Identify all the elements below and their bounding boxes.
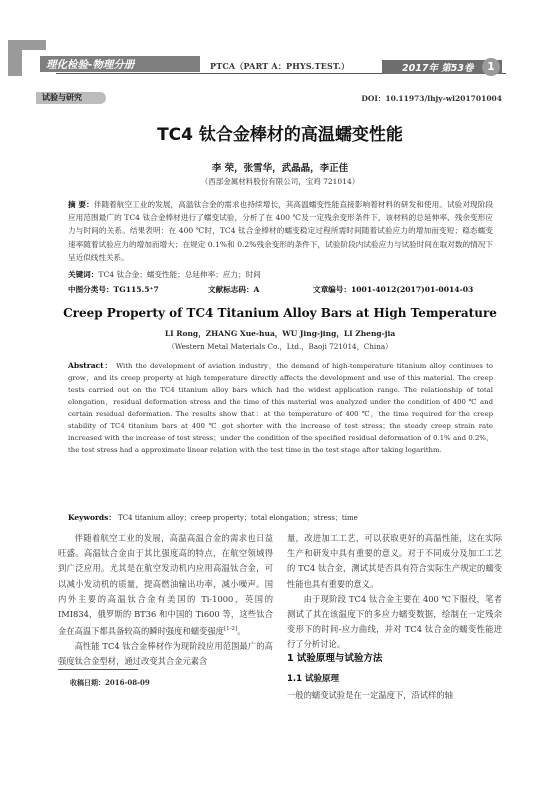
year-issue: 2017年 第53卷 bbox=[402, 63, 474, 74]
footnote-rule bbox=[58, 669, 138, 670]
continuation-text: 一般的蠕变试验是在一定温度下，沿试样的轴 bbox=[287, 690, 453, 700]
keywords-cn-text: TC4 钛合金；蠕变性能；总延伸率；应力；时间 bbox=[98, 270, 261, 279]
keywords-cn bbox=[68, 269, 493, 280]
keywords-en-label: Keywords： bbox=[68, 513, 116, 522]
title-en: Creep Property of TC4 Titanium Alloy Bars at High Temperature bbox=[63, 306, 497, 320]
abstract-cn bbox=[68, 198, 493, 264]
journal-code: PTCA（PART A：PHYS.TEST.） bbox=[210, 61, 350, 71]
clc-number: 中图分类号：TG115.5⁺7 bbox=[68, 285, 159, 294]
abstract-en bbox=[68, 360, 493, 456]
authors-cn: 李 荣，张雪华，武晶晶，李正佳 bbox=[211, 163, 349, 174]
body-left-column bbox=[58, 531, 273, 670]
keywords-cn-label: 关键词： bbox=[68, 270, 99, 279]
body-left-p1-end: 。 bbox=[237, 625, 246, 636]
body-paragraph bbox=[58, 531, 273, 639]
page-number: 1 bbox=[482, 58, 500, 76]
journal-name-bar bbox=[40, 56, 200, 72]
abstract-cn-text: 伴随着航空工业的发展，高温钛合金的需求也持续增长，其高温蠕变性能直接影响着材料的研发和使用。试验对现阶段应用范围最广的 TC4 钛合金棒材进行了蠕变试验，分析了在 400 ℃及一定残余变形条件下，该材料的总延伸率、残余变形应力与时间的关系。结果表明：在 400 ℃时，TC4 钛合金棒材的蠕变稳定过程所需时间随着试验应力的增加而变短；稳态蠕变速率随着试验应力的增加而增大；在规定 0.1%和 0.2%残余变形的条件下，试验阶段内试验应力与试验时间在取对数的情况下呈近似线性关系。 bbox=[68, 200, 493, 262]
title-cn: TC4 钛合金棒材的高温蠕变性能 bbox=[157, 125, 403, 145]
keywords-en-text: TC4 titanium alloy；creep property；total elongation；stress；time bbox=[118, 514, 358, 522]
section-tag bbox=[36, 92, 106, 104]
abstract-en-text: With the development of aviation industry，the demand of high-temperature titanium alloy continues to grow，and its creep property at high temperature directly affects the development and use of this material. The creep tests carried out on the TC4 titanium alloy bars which had the widest application range. The relationship of total elongation，residual deformation stress and the time of this material was analyzed under the condition of 400 ℃ and certain residual deformation. The results show that：at the temperature of 400 ℃，the time required for the creep stability of TC4 titanium bars at 400 ℃ got shorter with the increase of test stress；the steady creep strain rate increased with the increase of test stress；under the condition of the specified residual deformation of 0.1% and 0.2%，the test stress had a approximate linear relation with the test time in the test stage after taking logarithm. bbox=[68, 362, 493, 454]
section-tag-label: 试验与研究 bbox=[42, 93, 82, 102]
received-date: 收稿日期：2016-08-09 bbox=[70, 678, 150, 687]
body-left-p1: 伴随着航空工业的发展，高温高温合金的需求也日益旺盛。高温钛合金由于其比强度高的特点，在航空领域得到广泛应用。尤其是在航空发动机内应用高温钛合金，可以减小发动机的质量，提高燃油输出功率，减小噪声。国内外主要的高温钛合金有美国的 Ti-1000，英国的 IMI834，俄罗斯的 BT36 和中国的 Ti600 等，这些钛合金在高温下都具备较高的瞬时强度和蠕变强度 bbox=[58, 533, 273, 636]
body-paragraph: 高性能 TC4 钛合金棒材作为现阶段应用范围最广的高强度钛合金型材，通过改变其合金元素含 bbox=[58, 641, 273, 667]
affiliation-en: （Western Metal Materials Co.，Ltd.，Baoji 721014，China） bbox=[167, 342, 393, 351]
authors-en: LI Rong，ZHANG Xue-hua，WU Jing-jing，LI Zheng-jia bbox=[164, 329, 396, 338]
journal-name: 理化检验-物理分册 bbox=[46, 59, 135, 71]
document-code: 文献标志码：A bbox=[208, 285, 260, 294]
doi: DOI：10.11973/lhjy-wl201701004 bbox=[361, 94, 502, 103]
section-heading: 1 试验原理与试验方法 bbox=[287, 653, 383, 664]
abstract-en-label: Abstract： bbox=[68, 361, 113, 370]
keywords-en bbox=[68, 512, 493, 523]
citation: [1-2] bbox=[223, 626, 238, 633]
article-number: 文章编号：1001-4012(2017)01-0014-03 bbox=[313, 285, 474, 294]
body-right-column bbox=[287, 531, 502, 653]
abstract-cn-label: 摘 要： bbox=[68, 200, 94, 209]
body-paragraph: 由于现阶段 TC4 钛合金主要在 400 ℃下服役，笔者测试了其在该温度下的多应力蠕变数据，绘制在一定残余变形下的时间-应力曲线，并对 TC4 钛合金的蠕变性能进行了分析讨论。 bbox=[287, 593, 502, 650]
subsection-heading: 1.1 试验原理 bbox=[287, 674, 340, 684]
affiliation-cn: （西部金属材料股份有限公司，宝鸡 721014） bbox=[200, 177, 360, 186]
body-paragraph: 量，改进加工工艺，可以获取更好的高温性能，这在实际生产和研发中具有重要的意义。对于不同成分及加工工艺的 TC4 钛合金，测试其是否具有符合实际生产规定的蠕变性能也具有重要的意义。 bbox=[287, 533, 502, 589]
